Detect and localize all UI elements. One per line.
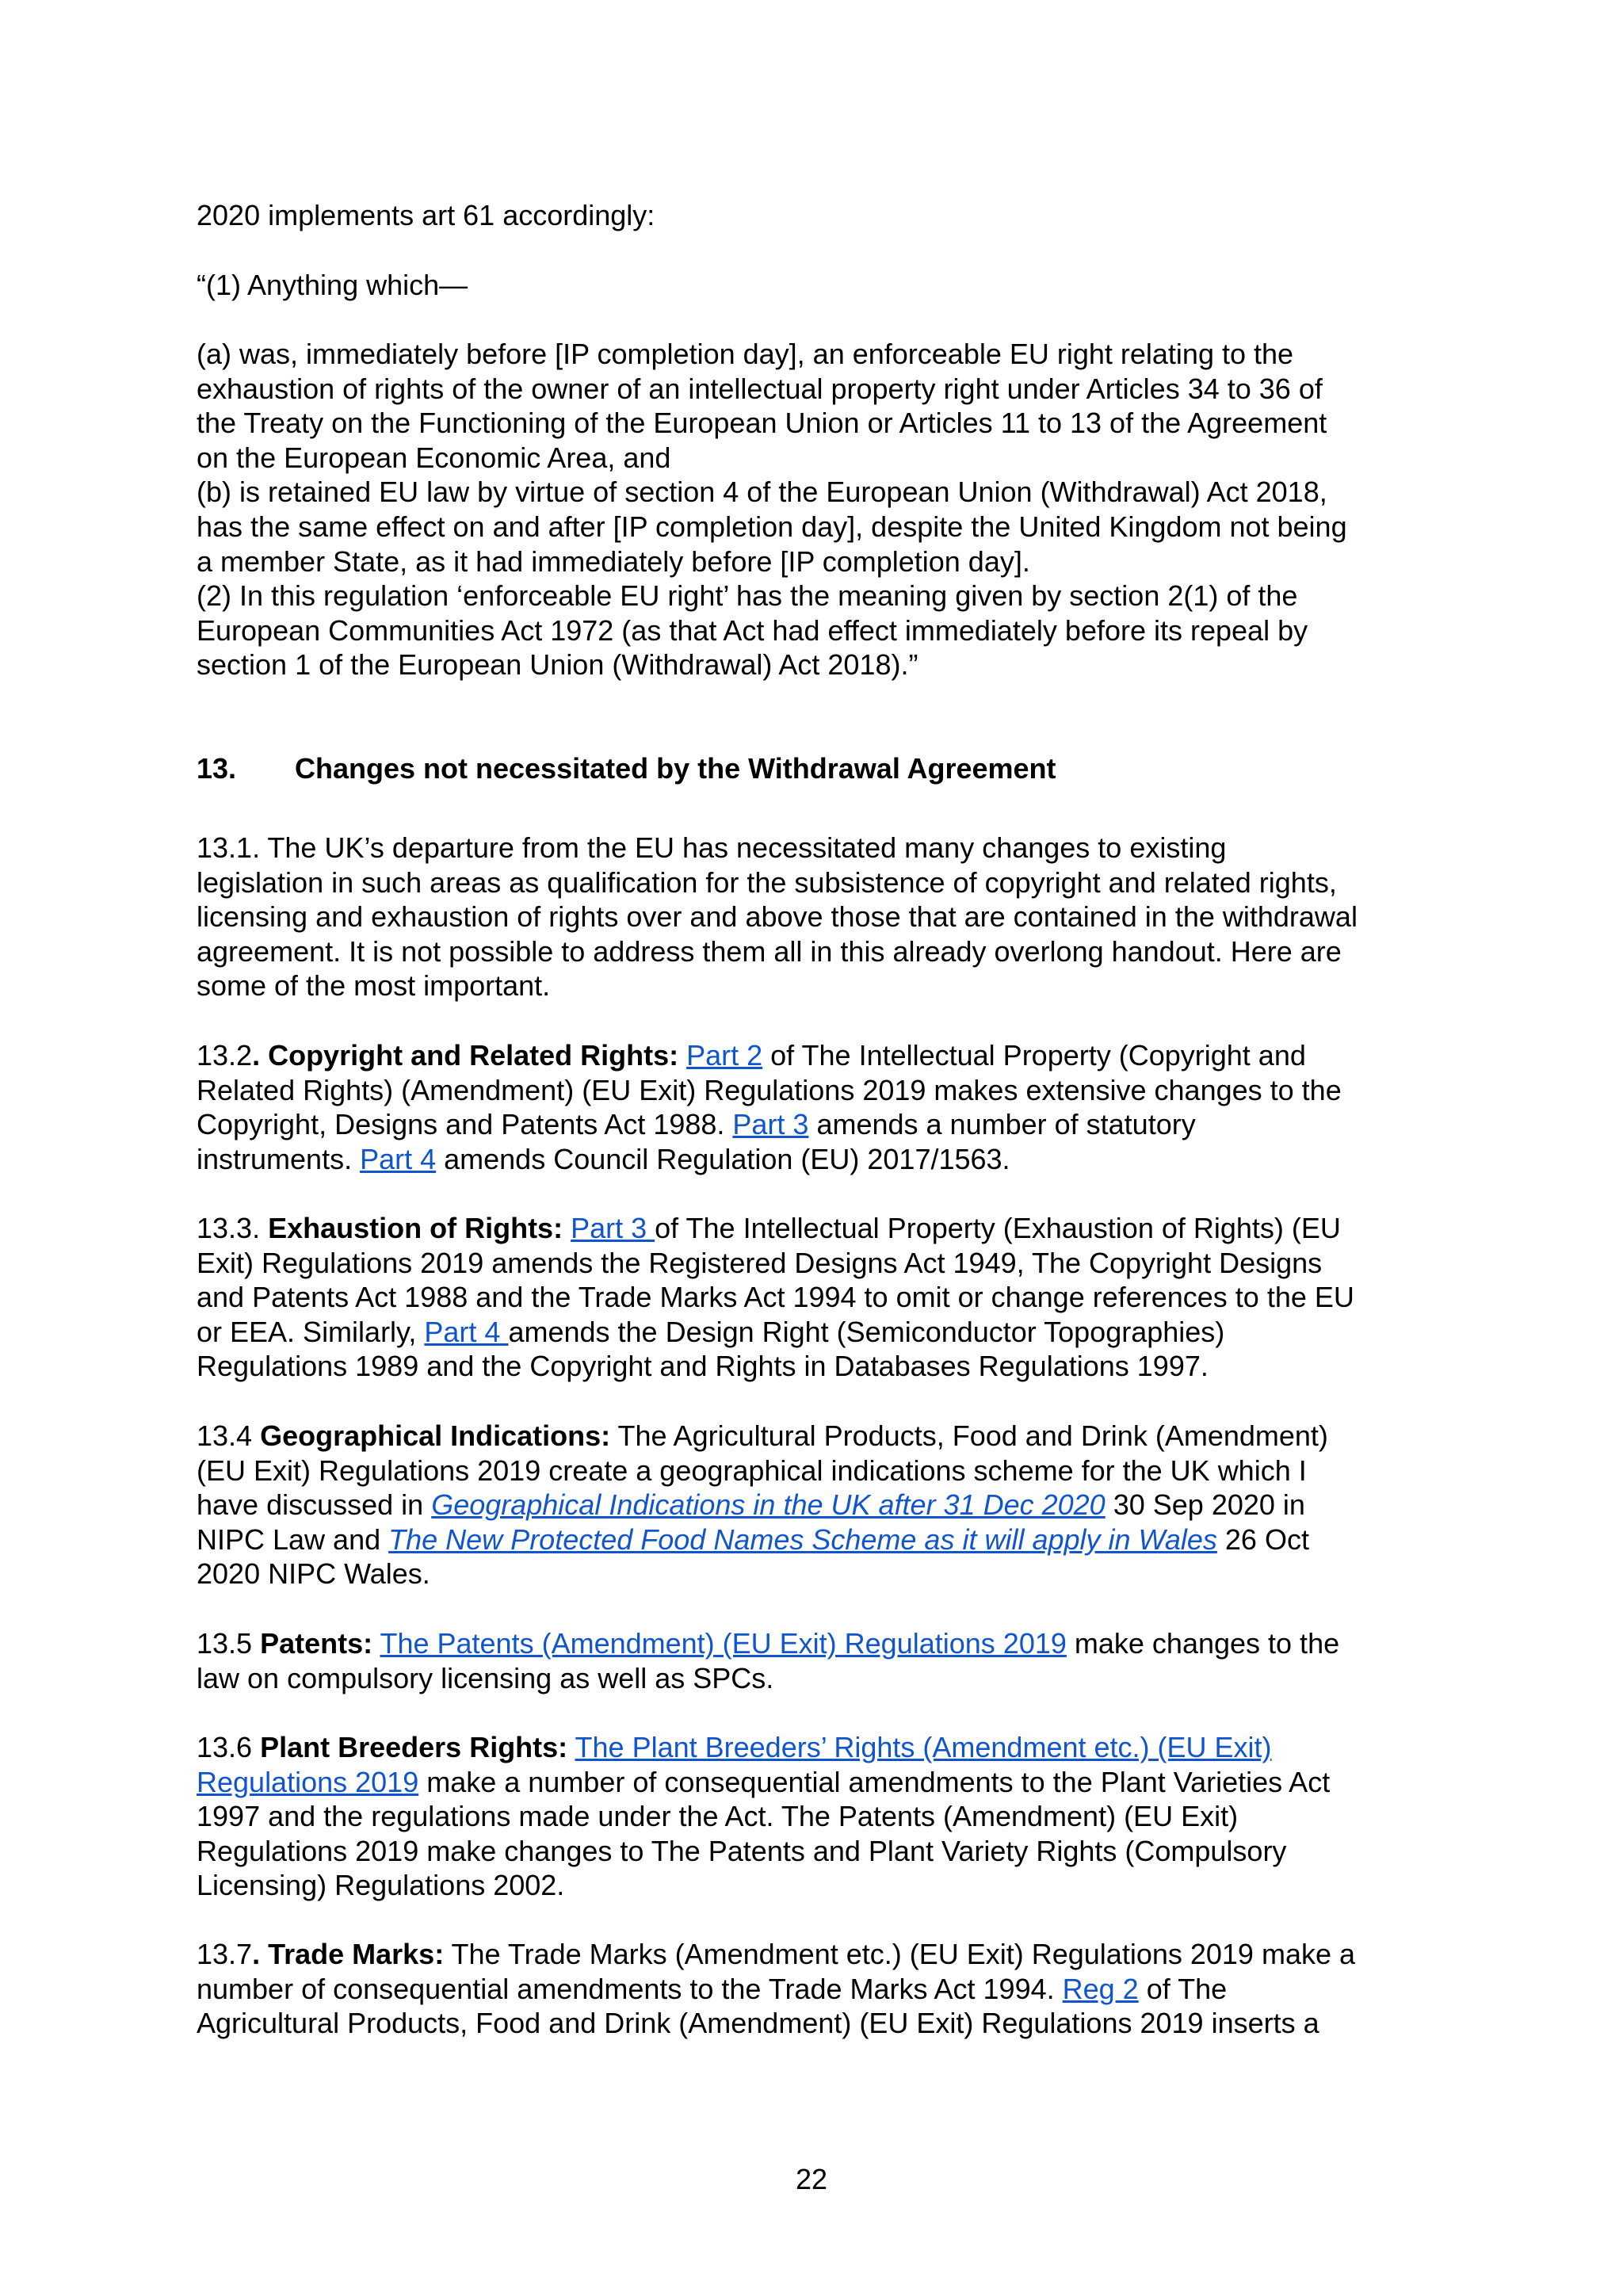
quote-line: section 1 of the European Union (Withdrawal) Act 2018).” <box>197 648 918 682</box>
paragraph-13-3: 13.3. Exhaustion of Rights: Part 3 of The Intellectual Property (Exhaustion of Rights) (EU Exit) Regulations 2019 amends the Registered Designs Act 1949, The Copyright Designs and Patents Act 1988 and the Trade Marks Act 1994 to omit or change references to the EU or EEA. Similarly, Part 4 amends the Design Right (Semiconductor Topographies) Regulations 1989 and the Copyright and Rights in Databases Regulations 1997. <box>197 1212 1354 1383</box>
link-patents-regulations[interactable]: The Patents (Amendment) (EU Exit) Regulations 2019 <box>380 1627 1067 1660</box>
quote-line: (a) was, immediately before [IP completion day], an enforceable EU right relating to the <box>197 338 1294 370</box>
paragraph-13-5: 13.5 Patents: The Patents (Amendment) (EU Exit) Regulations 2019 make changes to the law on compulsory licensing as well as SPCs. <box>197 1627 1340 1694</box>
link-part-4[interactable]: Part 4 <box>360 1142 437 1175</box>
subsection-heading: Exhaustion of Rights: <box>268 1212 563 1244</box>
paragraph-13-7: 13.7. Trade Marks: The Trade Marks (Amendment etc.) (EU Exit) Regulations 2019 make a number of consequential amendments to the Trade Marks Act 1994. Reg 2 of The Agricultural Products, Food and Drink (Amendment) (EU Exit) Regulations 2019 inserts a <box>197 1938 1356 2040</box>
section-title: Changes not necessitated by the Withdrawal Agreement <box>295 752 1056 785</box>
quote-line: on the European Economic Area, and <box>197 441 671 474</box>
section-heading <box>197 751 1056 786</box>
quote-line: the Treaty on the Functioning of the European Union or Articles 11 to 13 of the Agreement <box>197 407 1327 440</box>
quote-line: exhaustion of rights of the owner of an intellectual property right under Articles 34 to 36 of <box>197 372 1323 405</box>
quote-line: European Communities Act 1972 (as that Act had effect immediately before its repeal by <box>197 613 1308 647</box>
link-protected-food-names-article[interactable]: The New Protected Food Names Scheme as it will apply in Wales <box>388 1522 1217 1556</box>
paragraph-13-2: 13.2. Copyright and Related Rights: Part 2 of The Intellectual Property (Copyright and Related Rights) (Amendment) (EU Exit) Regulations 2019 makes extensive changes to the Copyright, Designs and Patents Act 1988. Part 3 amends a number of statutory instruments. Part 4 amends Council Regulation (EU) 2017/1563. <box>197 1039 1342 1175</box>
subsection-heading: . Copyright and Related Rights: <box>252 1039 679 1072</box>
quote-opening: “(1) Anything which— <box>197 269 468 301</box>
quote-line: (2) In this regulation ‘enforceable EU right’ has the meaning given by section 2(1) of the <box>197 579 1298 613</box>
paragraph-13-1: 13.1. The UK’s departure from the EU has necessitated many changes to existing legislation in such areas as qualification for the subsistence of copyright and related rights, licensing and exhaustion of rights over and above those that are contained in the withdrawal agreement. It is not possible to address them all in this already overlong handout. Here are some of the most important. <box>197 831 1358 1003</box>
subsection-heading: Patents: <box>260 1627 373 1660</box>
link-part-3[interactable]: Part 3 <box>732 1108 809 1141</box>
link-part-3[interactable]: Part 3 <box>571 1212 655 1244</box>
quote-line: (b) is retained EU law by virtue of section 4 of the European Union (Withdrawal) Act 2018, <box>197 476 1327 509</box>
quote-line: a member State, as it had immediately before [IP completion day]. <box>197 544 1030 578</box>
link-plant-breeders-regulations[interactable]: The Plant Breeders’ Rights (Amendment etc.) (EU Exit) <box>575 1731 1272 1763</box>
quote-line: has the same effect on and after [IP completion day], despite the United Kingdom not being <box>197 510 1347 543</box>
page-number: 22 <box>795 2163 828 2195</box>
quoted-regulation <box>197 337 1433 682</box>
subsection-heading: Geographical Indications: <box>260 1419 611 1452</box>
link-reg-2[interactable]: Reg 2 <box>1062 1972 1139 2005</box>
link-plant-breeders-regulations[interactable]: Regulations 2019 <box>197 1765 419 1798</box>
link-geographical-indications-article[interactable]: Geographical Indications in the UK after 31 Dec 2020 <box>431 1488 1106 1522</box>
link-part-2[interactable]: Part 2 <box>686 1039 763 1072</box>
intro-line: 2020 implements art 61 accordingly: <box>197 199 655 231</box>
paragraph-13-4: 13.4 Geographical Indications: The Agricultural Products, Food and Drink (Amendment) (EU Exit) Regulations 2019 create a geographical indications scheme for the UK which I have discussed in Geographical Indications in the UK after 31 Dec 2020 30 Sep 2020 in NIPC Law and The New Protected Food Names Scheme as it will apply in Wales 26 Oct 2020 NIPC Wales. <box>197 1419 1328 1591</box>
paragraph-13-6: 13.6 Plant Breeders Rights: The Plant Breeders’ Rights (Amendment etc.) (EU Exit) Regulations 2019 make a number of consequential amendments to the Plant Varieties Act 1997 and the regulations made under the Act. The Patents (Amendment) (EU Exit) Regulations 2019 make changes to The Patents and Plant Variety Rights (Compulsory Licensing) Regulations 2002. <box>197 1731 1331 1902</box>
link-part-4[interactable]: Part 4 <box>424 1315 509 1348</box>
subsection-heading: . Trade Marks: <box>252 1938 445 1970</box>
section-number: 13. <box>197 752 237 785</box>
subsection-heading: Plant Breeders Rights: <box>260 1731 568 1763</box>
